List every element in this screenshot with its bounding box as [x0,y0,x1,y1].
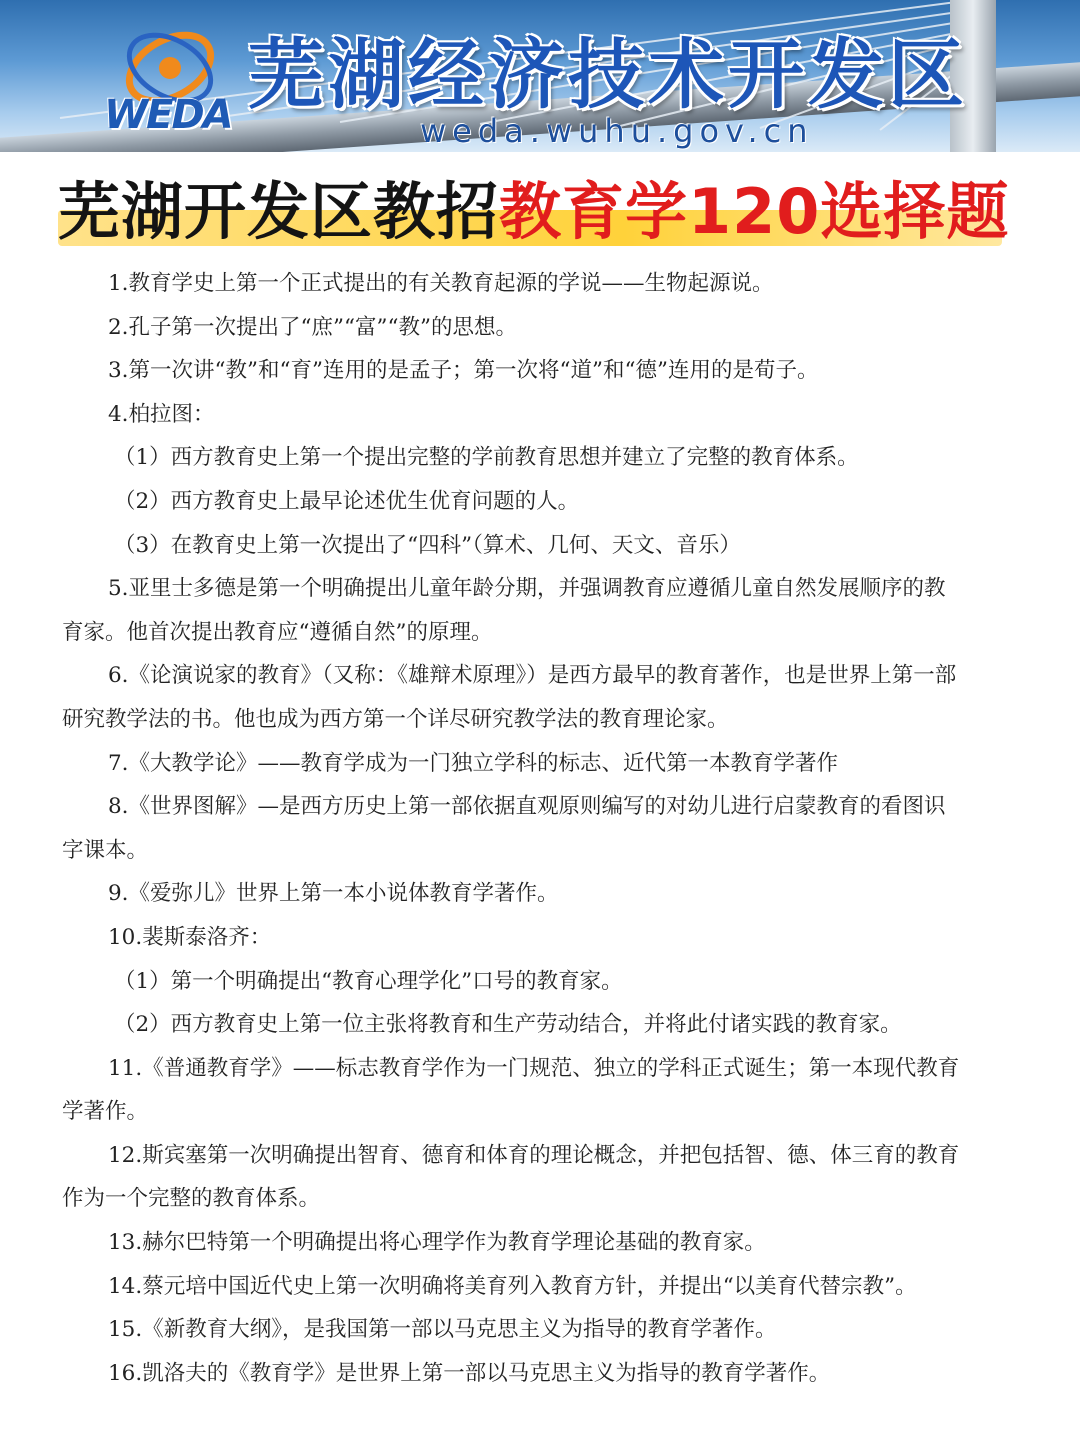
banner-url: weda.wuhu.gov.cn [420,112,814,150]
banner-title: 芜湖经济技术开发区 [248,30,968,119]
content-line: 研究教学法的书。他也成为西方第一个详尽研究教学法的教育理论家。 [62,706,729,732]
content-line: 1.教育学史上第一个正式提出的有关教育起源的学说——生物起源说。 [108,271,774,296]
content-line: 13.赫尔巴特第一个明确提出将心理学作为教育学理论基础的教育家。 [108,1230,766,1256]
content-line: 16.凯洛夫的《教育学》是世界上第一部以马克思主义为指导的教育学著作。 [108,1360,831,1386]
page-title [58,162,1009,251]
content-line: 8.《世界图解》—是西方历史上第一部依据直观原则编写的对幼儿进行启蒙教育的看图识 [108,794,946,820]
content-line: 10.裴斯泰洛齐： [108,924,272,950]
question-list [62,262,1027,1395]
content-line: （2）西方教育史上第一位主张将教育和生产劳动结合，并将此付诸实践的教育家。 [114,1012,902,1038]
content-line: （2）西方教育史上最早论述优生优育问题的人。 [114,488,580,514]
content-line: 作为一个完整的教育体系。 [62,1186,321,1212]
content-line: 11.《普通教育学》——标志教育学作为一门规范、独立的学科正式诞生；第一本现代教育 [108,1055,960,1081]
page-title-part2: 教育学120选择题 [499,175,1010,248]
content-line: 6.《论演说家的教育》（又称：《雄辩术原理》）是西方最早的教育著作，也是世界上第一部 [108,663,957,689]
content-line: 9.《爱弥儿》世界上第一本小说体教育学著作。 [108,881,559,907]
headline-section [0,152,1080,252]
page-title-part1: 芜湖开发区教招 [58,175,500,248]
content-line: 4.柏拉图： [108,401,215,427]
content-line: 3.第一次讲“教”和“育”连用的是孟子；第一次将“道”和“德”连用的是荀子。 [108,358,819,384]
content-line: 15.《新教育大纲》，是我国第一部以马克思主义为指导的教育学著作。 [108,1317,777,1343]
content-line: 5.亚里士多德是第一个明确提出儿童年龄分期，并强调教育应遵循儿童自然发展顺序的教 [108,576,946,602]
content-line: 12.斯宾塞第一次明确提出智育、德育和体育的理论概念，并把包括智、德、体三育的教育 [108,1142,960,1168]
content-line: （3）在教育史上第一次提出了“四科”（算术、几何、天文、音乐） [114,532,741,558]
content-line: 学著作。 [62,1099,149,1125]
content-line: 2.孔子第一次提出了“庶”“富”“教”的思想。 [108,314,517,340]
content-line: （1）第一个明确提出“教育心理学化”口号的教育家。 [114,968,623,994]
content-line: 字课本。 [62,837,149,863]
logo-text: WEDA [104,92,232,138]
content-line: 14.蔡元培中国近代史上第一次明确将美育列入教育方针，并提出“以美育代替宗教”。 [108,1273,917,1299]
content-line: （1）西方教育史上第一个提出完整的学前教育思想并建立了完整的教育体系。 [114,445,859,471]
content-line: 7.《大教学论》——教育学成为一门独立学科的标志、近代第一本教育学著作 [108,750,839,776]
header-banner [0,0,1080,152]
content-line: 育家。他首次提出教育应“遵循自然”的原理。 [62,619,493,645]
